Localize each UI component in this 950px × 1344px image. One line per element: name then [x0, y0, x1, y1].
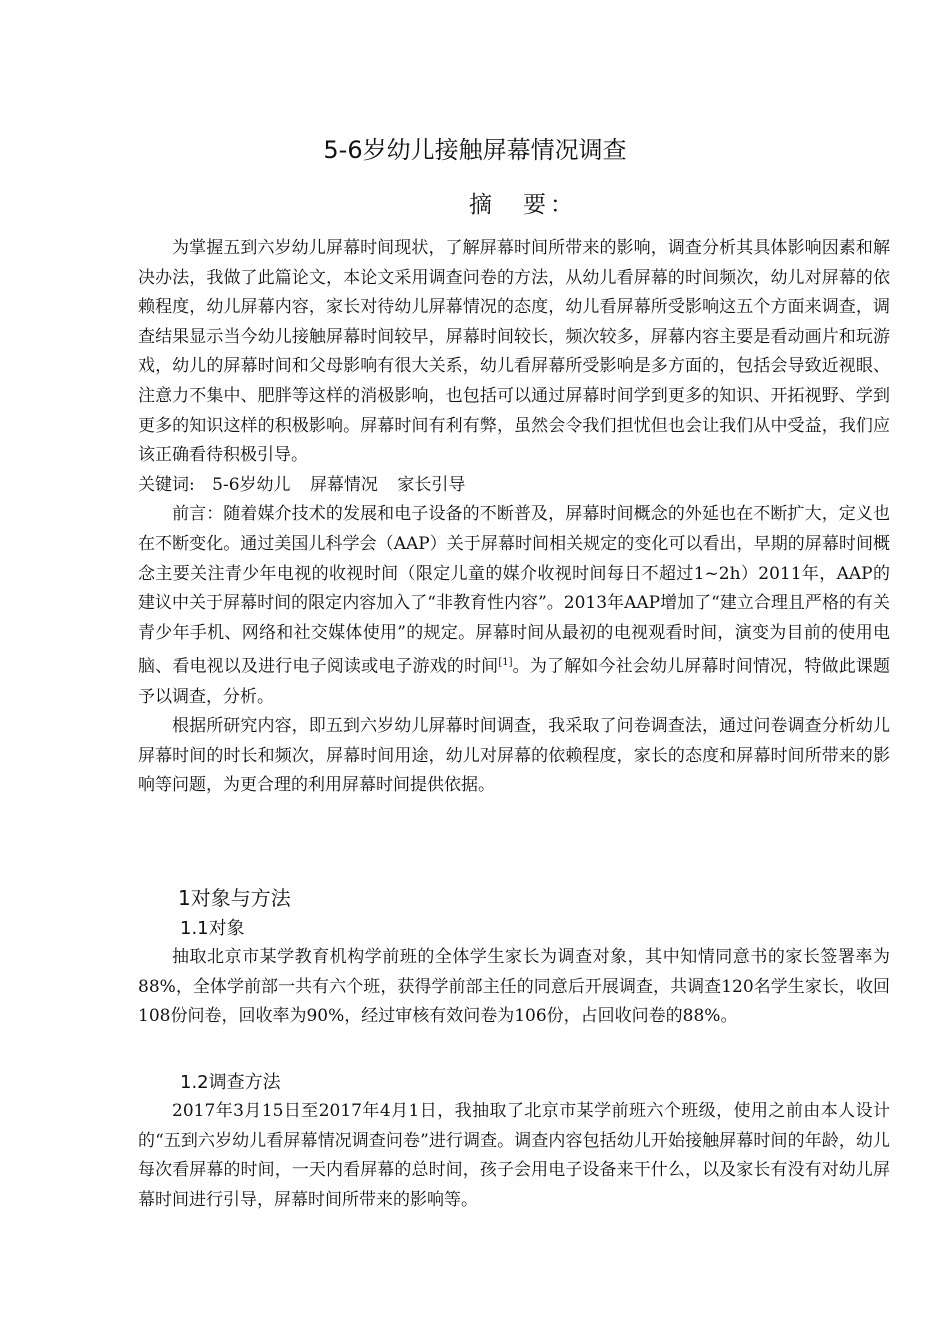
- preface-text-end: 。为了解如今社会幼儿屏幕时间情况，特做此课题予以调查，分析。: [138, 656, 891, 707]
- subsection-body: [138, 1097, 890, 1215]
- paper-title: 5-6岁幼儿接触屏幕情况调查: [323, 136, 627, 164]
- keyword-item: 屏幕情况: [309, 474, 378, 495]
- abstract-section: [138, 234, 890, 801]
- methods-paragraph: 2017年3月15日至2017年4月1日，我抽取了北京市某学前班六个班级，使用之前由本人设计的“五到六岁幼儿看屏幕情况调查问卷”进行调查。调查内容包括幼儿开始接触屏幕时间的年龄，幼儿每次看屏幕的时间，一天内看屏幕的总时间，孩子会用电子设备来干什么，以及家长有没有对幼儿屏幕时间进行引导，屏幕时间所带来的影响等。: [138, 1101, 890, 1210]
- keyword-item: 家长引导: [397, 474, 466, 495]
- keywords-line: [138, 471, 890, 501]
- keywords-label: 关键词:: [138, 474, 195, 495]
- subsection-body: [138, 943, 890, 1032]
- preface-paragraph: [138, 500, 890, 712]
- preface-text: 前言：随着媒介技术的发展和电子设备的不断普及，屏幕时间概念的外延也在不断扩大，定义也在不断变化。通过美国儿科学会（AAP）关于屏幕时间相关规定的变化可以看出，早期的屏幕时间概念主要关注青少年电视的收视时间（限定儿童的媒介收视时间每日不超过1~2h）2011年，AAP的建议中关于屏幕时间的限定内容加入了“非教育性内容”。2013年AAP增加了“建立合理且严格的有关青少年手机、网络和社交媒体使用”的规定。屏幕时间从最初的电视观看时间，演变为目前的使用电脑、看电视以及进行电子阅读或电子游戏的时间: [138, 504, 890, 677]
- abstract-heading: 摘 要：: [469, 192, 577, 218]
- purpose-paragraph: 根据所研究内容，即五到六岁幼儿屏幕时间调查，我采取了问卷调查法，通过问卷调查分析幼儿屏幕时间的时长和频次，屏幕时间用途，幼儿对屏幕的依赖程度，家长的态度和屏幕时间所带来的影响等问题，为更合理的利用屏幕时间提供依据。: [138, 716, 890, 796]
- abstract-paragraph: 为掌握五到六岁幼儿屏幕时间现状，了解屏幕时间所带来的影响，调查分析其具体影响因素和解决办法，我做了此篇论文，本论文采用调查问卷的方法，从幼儿看屏幕的时间频次，幼儿对屏幕的依赖程度，幼儿屏幕内容，家长对待幼儿屏幕情况的态度，幼儿看屏幕所受影响这五个方面来调查，调查结果显示当今幼儿接触屏幕时间较早，屏幕时间较长，频次较多，屏幕内容主要是看动画片和玩游戏，幼儿的屏幕时间和父母影响有很大关系，幼儿看屏幕所受影响是多方面的，包括会导致近视眼、注意力不集中、肥胖等这样的消极影响，也包括可以通过屏幕时间学到更多的知识、开拓视野、学到更多的知识这样的积极影响。屏幕时间有利有弊，虽然会令我们担忧但也会让我们从中受益，我们应该正确看待积极引导。: [138, 238, 890, 466]
- subsection-heading: 1.1对象: [180, 918, 245, 939]
- citation-marker: [1]: [498, 657, 513, 669]
- section-heading: 1对象与方法: [178, 886, 291, 910]
- subsection-heading: 1.2调查方法: [180, 1072, 281, 1093]
- subjects-paragraph: 抽取北京市某学教育机构学前班的全体学生家长为调查对象，其中知情同意书的家长签署率为88%，全体学前部一共有六个班，获得学前部主任的同意后开展调查，共调查120名学生家长，收回108份问卷，回收率为90%，经过审核有效问卷为106份，占回收问卷的88%。: [138, 947, 890, 1027]
- keyword-item: 5-6岁幼儿: [212, 474, 291, 495]
